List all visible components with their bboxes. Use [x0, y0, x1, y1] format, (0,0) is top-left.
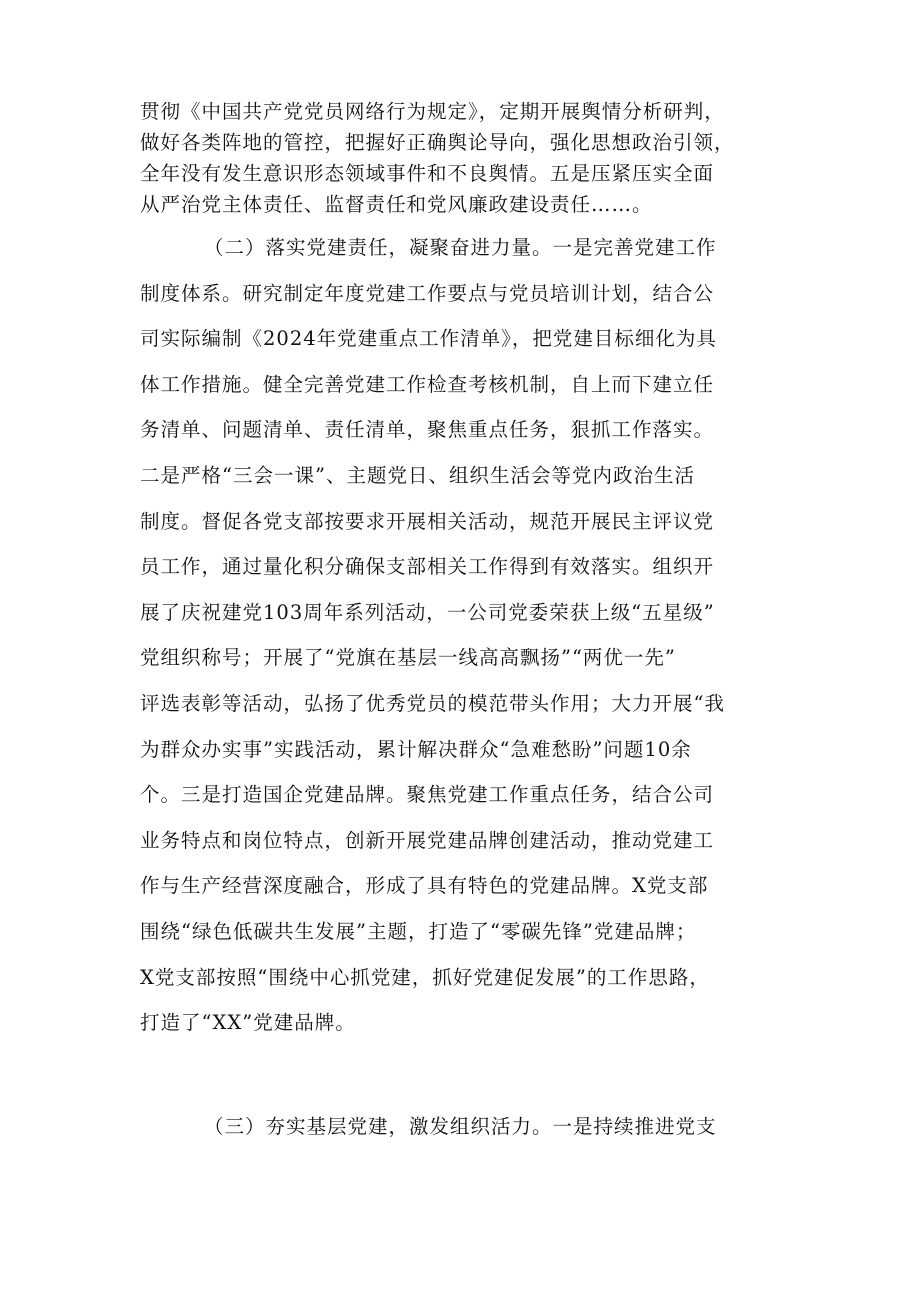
- text-line: 务清单、问题清单、责任清单，聚焦重点任务，狠抓工作落实。: [140, 418, 715, 442]
- section-heading-line: （二）落实党建责任，凝聚奋进力量。一是完善党建工作: [204, 236, 717, 259]
- text-line: 展了庆祝建党103周年系列活动，一公司党委荣获上级“五星级”: [140, 600, 715, 624]
- paragraph-section-three: [140, 1104, 780, 1150]
- text-line: 贯彻《中国共产党党员网络行为规定》，定期开展舆情分析研判，: [140, 100, 725, 123]
- text-line: 体工作措施。健全完善党建工作检查考核机制，自上而下建立任: [140, 372, 715, 396]
- text-line: 围绕“绿色低碳共生发展”主题，打造了“零碳先锋”党建品牌；: [140, 919, 697, 943]
- text-line: 党组织称号；开展了“党旗在基层一线高高飘扬”“两优一先”: [140, 646, 676, 670]
- paragraph-continuation: [140, 96, 780, 220]
- text-line: 业务特点和岗位特点，创新开展党建品牌创建活动，推动党建工: [140, 828, 715, 852]
- text-line: 做好各类阵地的管控，把握好正确舆论导向，强化思想政治引领，: [140, 131, 735, 154]
- text-line: 司实际编制《2024年党建重点工作清单》，把党建目标细化为具: [140, 327, 717, 351]
- text-line: X党支部按照“围绕中心抓党建，抓好党建促发展”的工作思路，: [140, 965, 710, 989]
- text-line: 作与生产经营深度融合，形成了具有特色的党建品牌。X党支部: [140, 874, 709, 898]
- text-line: 员工作，通过量化积分确保支部相关工作得到有效落实。组织开: [140, 555, 715, 579]
- paragraph-section-two: [140, 225, 780, 1046]
- text-line: 评选表彰等活动，弘扬了优秀党员的模范带头作用；大力开展“我: [140, 691, 725, 715]
- text-line: 制度体系。研究制定年度党建工作要点与党员培训计划，结合公: [140, 281, 715, 305]
- text-line: 制度。督促各党支部按要求开展相关活动，规范开展民主评议党: [140, 509, 715, 533]
- section-heading-line: （三）夯实基层党建，激发组织活力。一是持续推进党支: [204, 1115, 717, 1138]
- text-line: 二是严格“三会一课”、主题党日、组织生活会等党内政治生活: [140, 463, 695, 487]
- text-line: 个。三是打造国企党建品牌。聚焦党建工作重点任务，结合公司: [140, 783, 715, 807]
- text-line: 从严治党主体责任、监督责任和党风廉政建设责任……。: [140, 193, 653, 216]
- text-line: 全年没有发生意识形态领域事件和不良舆情。五是压紧压实全面: [140, 162, 715, 185]
- text-line: 为群众办实事”实践活动，累计解决群众“急难愁盼”问题10余: [140, 737, 692, 761]
- text-line: 打造了“XX”党建品牌。: [140, 1011, 356, 1035]
